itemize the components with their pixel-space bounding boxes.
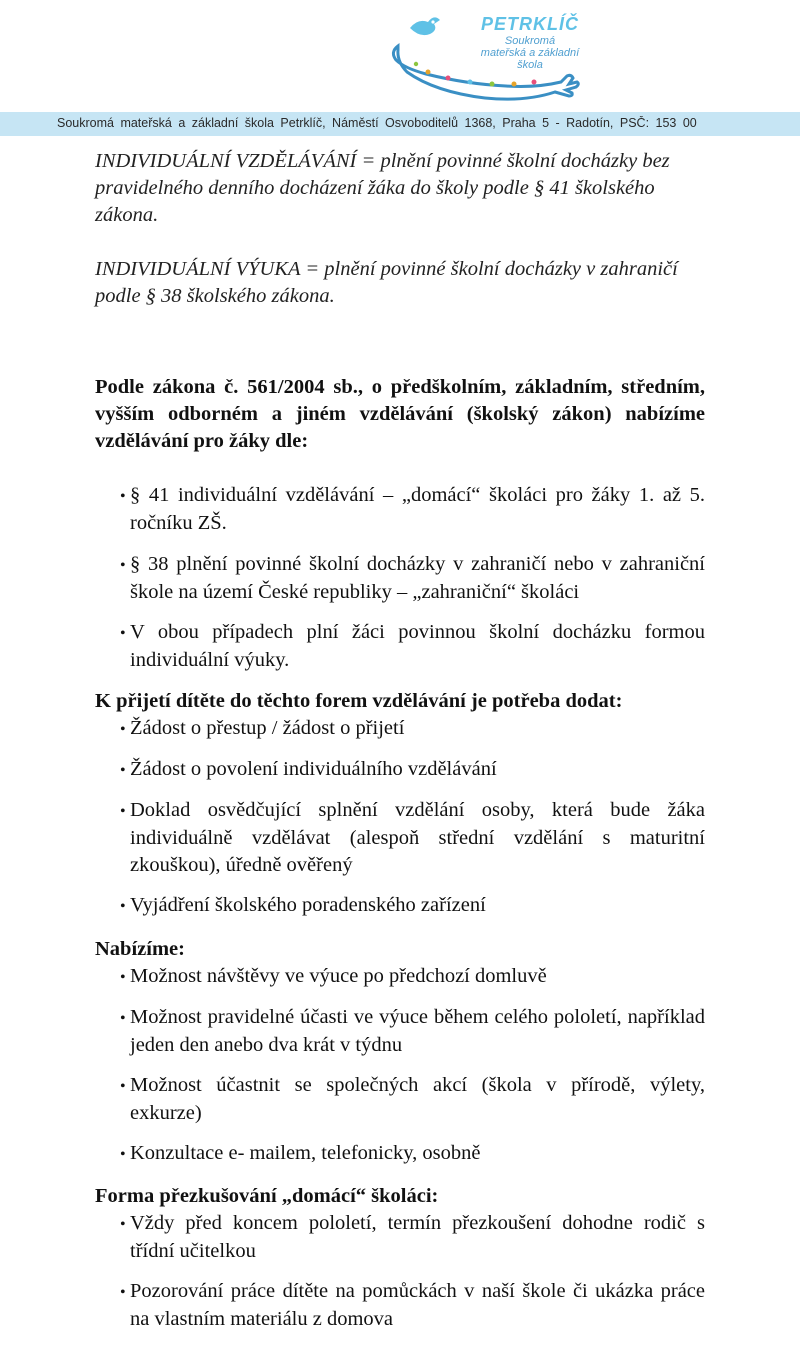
logo-subtitle-2: mateřská a základní — [480, 47, 580, 59]
document-body — [95, 148, 705, 1333]
bullet-icon: • — [120, 1146, 126, 1163]
list-item: • Vyjádření školského poradenského zařízení — [95, 892, 705, 920]
bullet-icon: • — [120, 1078, 126, 1095]
offer-list — [95, 963, 705, 1168]
bullet-icon: • — [120, 898, 126, 915]
bullet-icon: • — [120, 488, 126, 505]
intro-individual-teaching: INDIVIDUÁLNÍ VÝUKA = plnění povinné školní docházky v zahraničí podle § 38 školského zákona. — [95, 258, 678, 307]
logo-subtitle-1: Soukromá — [504, 35, 556, 47]
bullet-icon: • — [120, 625, 126, 642]
bullet-icon: • — [120, 803, 126, 820]
bullet-icon: • — [120, 969, 126, 986]
section-heading-examination: Forma přezkušování „domácí“ školáci: — [95, 1185, 439, 1207]
bullet-icon: • — [120, 1216, 126, 1233]
bullet-icon: • — [120, 1284, 126, 1301]
list-item: • Vždy před koncem pololetí, termín přezkoušení dohodne rodič s třídní učitelkou — [120, 1212, 705, 1262]
list-item: • Pozorování práce dítěte na pomůckách v naší škole či ukázka práce na vlastním materiálu z domova — [120, 1280, 705, 1330]
law-paragraph: Podle zákona č. 561/2004 sb., o předškolním, základním, středním, vyšším odborném a jiném vzdělávání (školský zákon) nabízíme vzdělávání pro žáky dle: — [95, 376, 705, 452]
school-address: Soukromá mateřská a základní škola Petrklíč, Náměstí Osvoboditelů 1368, Praha 5 - Radotín, PSČ: 153 00 — [57, 116, 697, 130]
bullet-icon: • — [120, 721, 126, 738]
list-item: • Konzultace e- mailem, telefonicky, osobně — [95, 1140, 705, 1168]
examination-list — [95, 1210, 705, 1333]
list-item: • Možnost účastnit se společných akcí (škola v přírodě, výlety, exkurze) — [120, 1074, 705, 1124]
list-item: • Možnost pravidelné účasti ve výuce během celého pololetí, například jeden den anebo dva krát v týdnu — [120, 1006, 705, 1056]
bullet-icon: • — [120, 1010, 126, 1027]
list-item: • § 41 individuální vzdělávání – „domácí“ školáci pro žáky 1. až 5. ročníku ZŠ. — [120, 484, 705, 534]
intro-individual-education: INDIVIDUÁLNÍ VZDĚLÁVÁNÍ = plnění povinné školní docházky bez pravidelného denního docházení žáka do školy podle § 41 školského zákona. — [95, 150, 670, 226]
list-item: • § 38 plnění povinné školní docházky v zahraničí nebo v zahraniční škole na území České republiky – „zahraniční“ školáci — [120, 553, 705, 603]
bullet-icon: • — [120, 557, 126, 574]
section-heading-offer: Nabízíme: — [95, 938, 185, 960]
requirements-list — [95, 715, 705, 920]
section-heading-requirements: K přijetí dítěte do těchto forem vzdělávání je potřeba dodat: — [95, 690, 623, 712]
logo-subtitle-3: škola — [517, 59, 543, 71]
bullet-icon: • — [120, 762, 126, 779]
list-item: • V obou případech plní žáci povinnou školní docházku formou individuální výuky. — [120, 621, 705, 671]
school-logo — [470, 14, 590, 71]
education-forms-list — [95, 482, 705, 674]
list-item: • Doklad osvědčující splnění vzdělání osoby, která bude žáka individuálně vzdělávat (alespoň střední vzdělání s maturitní zkouškou), úředně ověřený — [120, 799, 705, 876]
list-item: • Žádost o přestup / žádost o přijetí — [95, 715, 705, 743]
logo-title: PETRKLÍČ — [481, 14, 579, 34]
list-item: • Žádost o povolení individuálního vzdělávání — [95, 756, 705, 784]
list-item: • Možnost návštěvy ve výuce po předchozí domluvě — [95, 963, 705, 991]
